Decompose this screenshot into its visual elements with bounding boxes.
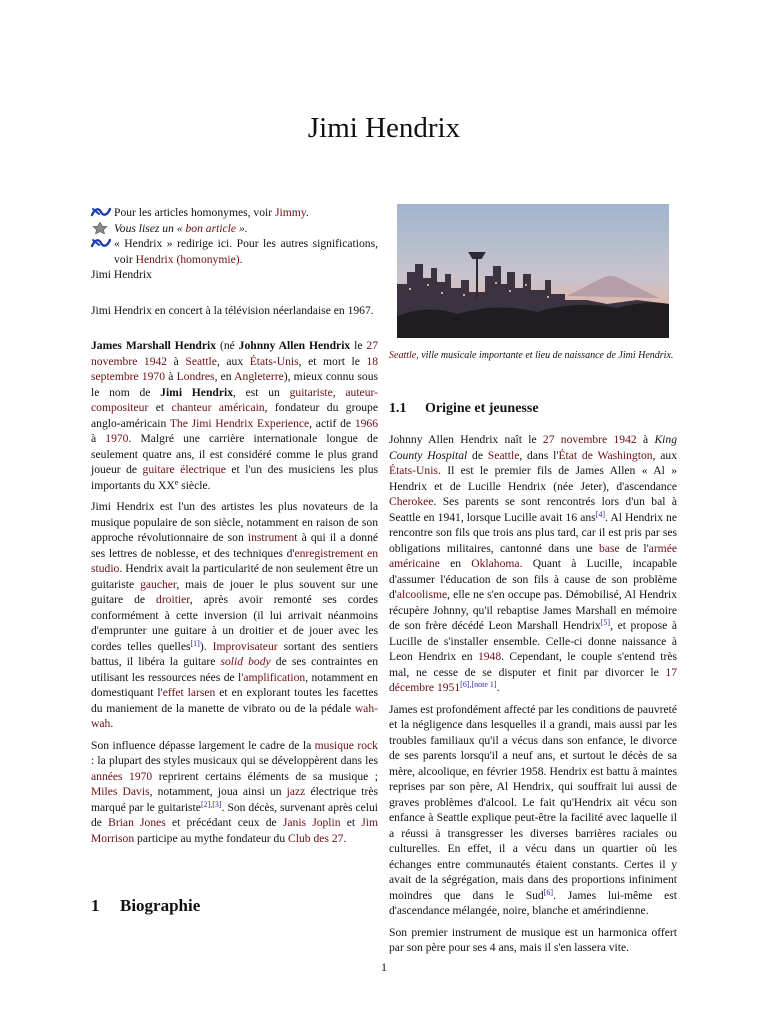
disambiguation-icon — [91, 206, 111, 218]
star-icon — [91, 222, 111, 234]
article-link[interactable]: Improvisateur — [212, 639, 278, 653]
bold-text: Johnny Allen Hendrix — [238, 339, 351, 352]
article-link[interactable]: jazz — [286, 785, 306, 798]
page-number: 1 — [381, 960, 387, 974]
reference-link[interactable]: [6],[note 1] — [460, 680, 497, 689]
article-link[interactable]: The Jimi Hendrix Experience — [169, 416, 310, 430]
hatnote-homonymes: Pour les articles homonymes, voir Jimmy. — [91, 205, 378, 221]
intro-text — [91, 338, 378, 852]
superscript: e — [174, 477, 179, 487]
article-link[interactable]: 1948 — [477, 650, 502, 663]
section-heading-origine-jeunesse: 1.1 Origine et jeunesse — [389, 401, 539, 416]
article-link[interactable]: guitare électrique — [142, 463, 226, 476]
origine-paragraph-3: Son premier instrument de musique est un harmonica offert par son père pour ses 4 ans, mais il s'en lassera vite. — [389, 925, 677, 954]
article-link[interactable]: Club des 27 — [288, 831, 344, 845]
article-link[interactable]: auteur-compositeur — [91, 385, 378, 414]
hatnote-redirection: « Hendrix » redirige ici. Pour les autres significations, voir Hendrix (homonymie). — [91, 236, 378, 267]
article-link[interactable]: alcoolisme — [396, 588, 448, 601]
section-heading-biographie: 1 Biographie — [91, 896, 201, 915]
article-link[interactable]: américain — [218, 401, 265, 414]
seattle-skyline-photo — [397, 204, 669, 338]
article-link[interactable]: gaucher — [140, 577, 177, 591]
link-seattle-caption[interactable]: Seattle — [389, 350, 417, 361]
concert-image-caption: Jimi Hendrix en concert à la télévision néerlandaise en 1967. — [91, 304, 374, 317]
reference-link[interactable]: [6] — [543, 887, 554, 897]
article-link[interactable]: musique rock — [314, 738, 378, 752]
article-link[interactable]: amplification — [243, 670, 306, 684]
article-link[interactable]: wah-wah — [91, 701, 378, 730]
article-link[interactable]: chanteur — [171, 401, 212, 414]
article-link[interactable]: Londres — [176, 370, 215, 383]
article-link[interactable]: Cherokee — [389, 495, 434, 508]
article-link[interactable]: Angleterre — [234, 370, 284, 383]
origine-paragraph-2: James est profondément affecté par les conditions de pauvreté et la négligence dans lesquelles il a grandi, mais aussi par les troubles familiaux qu'il a vécus dans son enfance, le divorce de ses parents lorsqu'il a neuf ans, et surtout le décès de sa mère, alcoolique, en février 1958. Hendrix est battu à maintes reprises par son père, Al Hendrix, qui souffrait lui aussi de graves problèmes d'alcool. Le fait qu'Hendrix ait vécu son enfance à Seattle explique peut-être la facilité avec laquelle il a réussi à transgresser les diverses barrières raciales ou culturelles. En effet, il a vécu dans un quartier où les échanges entre communautés étaient constants. Certes il y avait de la ségrégation, mais dans des proportions infiniment moindres que dans le Sud[6]. James lui-même est d'ascendance mélangée, noire, blanche et amérindienne. — [389, 702, 677, 917]
infobox-name: Jimi Hendrix — [91, 268, 152, 281]
article-link[interactable]: enregistrement en studio — [91, 546, 379, 575]
article-link[interactable]: État de Washington — [558, 448, 653, 462]
italic-text: King County Hospital — [389, 433, 677, 462]
article-link[interactable]: Miles Davis — [91, 785, 150, 798]
reference-link[interactable]: [1] — [190, 638, 200, 648]
article-link[interactable]: Janis Joplin — [282, 816, 341, 829]
article-link[interactable]: États-Unis — [249, 354, 299, 368]
article-link[interactable]: instrument — [247, 531, 298, 544]
intro-paragraph-3: Son influence dépasse largement le cadre de la musique rock : la plupart des styles musicaux qui se développèrent dans les années 1970 reprirent certains éléments de sa musique ; Miles Davis, notamment, joua ainsi un jazz électrique très marqué par le guitariste[2],[3]. Son décès, survenant après celui de Brian Jones et précédant ceux de Janis Joplin et Jim Morrison participe au mythe fondateur du Club des 27. — [91, 738, 379, 845]
hatnote-bon-article: Vous lisez un « bon article ». — [91, 221, 378, 237]
article-link[interactable]: 1970 — [105, 432, 129, 445]
origine-paragraph-1: Johnny Allen Hendrix naît le 27 novembre 1942 à King County Hospital de Seattle, dans l'État de Washington, aux États-Unis. Il est le premier fils de James Allen « Al » Hendrix et de Lucille Hendrix (née Jeter), d'ascendance Cherokee. Ses parents se sont rencontrés lors d'un bal à Seattle en 1941, lorsque Lucille avait 16 ans[4]. Al Hendrix ne rencontre son fils que trois ans plus tard, car il est pris par ses obligations militaires, cantonné dans une base de l'armée américaine en Oklahoma. Quant à Lucille, incapable d'assumer l'éducation de son fils à cause de son problème d'alcoolisme, elle ne s'en occupe pas. Démobilisé, Al Hendrix récupère Johnny, qu'il rebaptise James Marshall en mémoire de son frère décédé Leon Marshall Hendrix[5], et propose à Lucille de s'installer ensemble. Celle-ci donne naissance à Leon Hendrix en 1948. Cependant, le couple s'entend très mal, ne cesse de se disputer et finit par divorcer le 17 décembre 1951[6],[note 1]. — [389, 433, 678, 694]
article-link[interactable]: 18 septembre 1970 — [91, 354, 379, 383]
article-link[interactable]: années 1970 — [91, 769, 153, 783]
intro-paragraph-2: Jimi Hendrix est l'un des artistes les plus novateurs de la musique populaire de son siècle, notamment en raison de son approche révolutionnaire de son instrument à qui il a donné ses lettres de noblesse, et des techniques d'enregistrement en studio. Hendrix avait la particularité de non seulement être un guitariste gaucher, mais de jouer le plus souvent sur une guitare de droitier, après avoir remonté ses cordes conformément à cette inversion (il lui arrivait néanmoins d'emprunter une guitare à un droitier et de jouer avec les cordes telles quelles[1]). Improvisateur sortant des sentiers battus, il libéra la guitare solid body de ses contraintes en utilisant les ressources nées de l'amplification, notamment en domestiquant l'effet larsen et en explorant toutes les facettes du maniement de la manette de vibrato ou de la pédale wah-wah. — [91, 500, 379, 730]
link-jimmy[interactable]: Jimmy — [275, 206, 306, 219]
reference-link[interactable]: [5] — [600, 618, 611, 627]
disambiguation-icon — [91, 237, 111, 249]
hatnotes — [91, 205, 378, 283]
page-title: Jimi Hendrix — [307, 112, 461, 144]
article-link[interactable]: 1966 — [354, 416, 378, 430]
article-link[interactable]: 27 novembre 1942 — [91, 339, 378, 368]
bold-text: Jimi Hendrix — [160, 385, 233, 399]
article-link[interactable]: Oklahoma — [471, 557, 520, 570]
link-bon-article[interactable]: bon article — [185, 221, 237, 235]
article-link[interactable]: Seattle — [185, 354, 217, 368]
reference-link[interactable]: [4] — [595, 509, 605, 519]
photo-caption: Seattle, ville musicale importante et lieu de naissance de Jimi Hendrix. — [389, 350, 674, 361]
origine-text — [389, 432, 677, 962]
article-link[interactable]: solid body — [220, 655, 271, 668]
article-link[interactable]: Brian Jones — [108, 816, 166, 829]
article-link[interactable]: armée américaine — [389, 541, 677, 570]
article-link[interactable]: effet larsen — [162, 686, 216, 699]
intro-paragraph-1: James Marshall Hendrix (né Johnny Allen Hendrix le 27 novembre 1942 à Seattle, aux États-Unis, et mort le 18 septembre 1970 à Londres, en Angleterre), mieux connu sous le nom de Jimi Hendrix, est un guitariste, auteur-compositeur et chanteur américain, fondateur du groupe anglo-américain The Jimi Hendrix Experience, actif de 1966 à 1970. Malgré une carrière internationale longue de seulement quatre ans, il est considéré comme le plus grand joueur de guitare électrique et l'un des musiciens les plus importants du XXe siècle. — [91, 339, 379, 492]
article-link[interactable]: base — [599, 541, 620, 555]
article-link[interactable]: Seattle — [487, 448, 520, 462]
article-link[interactable]: guitariste — [289, 385, 333, 399]
reference-link[interactable]: [2],[3] — [200, 799, 222, 809]
link-hendrix-homonymie[interactable]: Hendrix (homonymie) — [135, 252, 240, 266]
article-link[interactable]: 27 novembre 1942 — [542, 433, 637, 446]
article-link[interactable]: droitier — [156, 593, 190, 606]
bold-text: James Marshall Hendrix — [91, 339, 217, 352]
article-link[interactable]: Jim Morrison — [91, 816, 379, 845]
article-link[interactable]: 17 décembre 1951 — [389, 665, 677, 694]
article-link[interactable]: États-Unis — [389, 464, 438, 477]
